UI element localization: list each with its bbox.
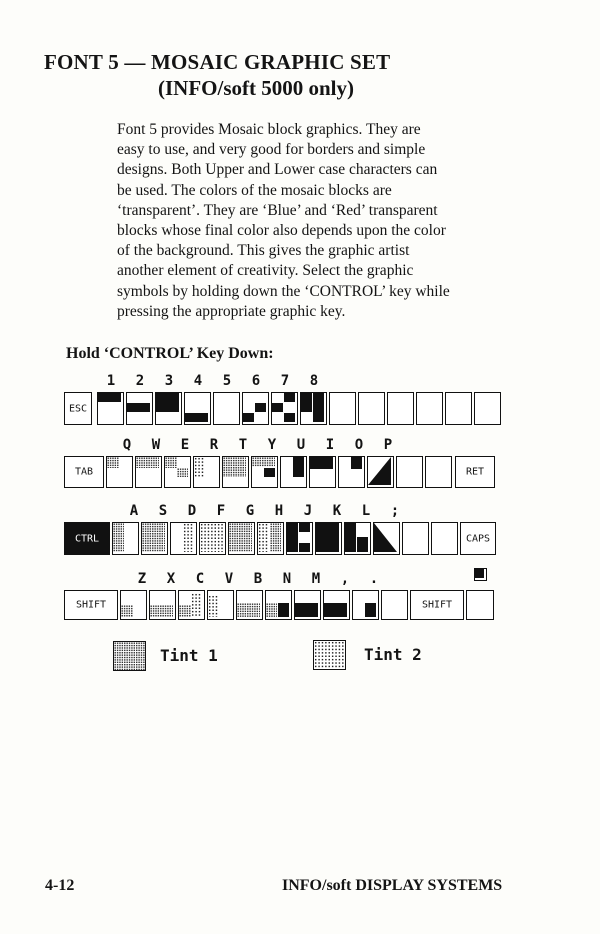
key-label-P: P: [383, 437, 393, 453]
number-key[interactable]: [213, 392, 240, 425]
key-label-X: X: [166, 571, 176, 587]
mosaic-block: [284, 413, 295, 422]
key-label-A: A: [129, 503, 139, 519]
mosaic-block: [272, 403, 283, 412]
mosaic-tint: [142, 523, 165, 552]
mosaic-tint: [237, 603, 260, 617]
mosaic-block: [287, 523, 298, 552]
mosaic-triangle: [368, 457, 391, 485]
key-label-F: F: [216, 503, 226, 519]
number-key[interactable]: [155, 392, 182, 425]
letter-key[interactable]: [207, 590, 234, 620]
mosaic-block: [243, 413, 254, 422]
mosaic-tint: [150, 605, 173, 617]
key-label-Z: Z: [137, 571, 147, 587]
key-label-E: E: [180, 437, 190, 453]
corner-symbol: [474, 568, 487, 581]
left-shift-key[interactable]: [64, 590, 118, 620]
page-subtitle: (INFO/soft 5000 only): [158, 76, 354, 100]
key-label-period: .: [369, 571, 379, 587]
mosaic-triangle: [374, 523, 397, 552]
key-label-2: 2: [135, 373, 145, 389]
key-label-J: J: [303, 503, 313, 519]
mosaic-tint: [121, 605, 133, 617]
letter-key[interactable]: [352, 590, 379, 620]
mosaic-block: [295, 603, 318, 617]
mosaic-block: [299, 523, 310, 532]
key-label-D: D: [187, 503, 197, 519]
tint1-label: Tint 1: [160, 646, 218, 665]
diagram-caption: Hold ‘CONTROL’ Key Down:: [66, 345, 274, 362]
letter-key[interactable]: [381, 590, 408, 620]
mosaic-tint: [208, 595, 219, 617]
letter-key[interactable]: [149, 590, 176, 620]
footer-publisher: INFO/soft DISPLAY SYSTEMS: [282, 877, 503, 894]
mosaic-block: [345, 523, 356, 552]
number-key[interactable]: [97, 392, 124, 425]
letter-key[interactable]: [431, 522, 458, 555]
mosaic-block: [255, 403, 266, 412]
letter-key[interactable]: [425, 456, 452, 488]
letter-key[interactable]: [170, 522, 197, 555]
mosaic-tint: [113, 523, 124, 552]
key-label-C: C: [195, 571, 205, 587]
page-title: FONT 5 — MOSAIC GRAPHIC SET: [44, 50, 391, 74]
key-label-Y: Y: [267, 437, 277, 453]
control-key[interactable]: [64, 522, 110, 555]
body-line: blocks whose final color also depends upon the color: [117, 222, 446, 240]
mosaic-tint: [252, 457, 275, 467]
body-line: easy to use, and very good for borders and simple: [117, 141, 426, 159]
number-key[interactable]: [445, 392, 472, 425]
letter-key[interactable]: [164, 456, 191, 488]
mosaic-block: [357, 537, 368, 552]
key-label-M: M: [311, 571, 321, 587]
esc-key[interactable]: [64, 392, 92, 425]
mosaic-block: [98, 393, 121, 402]
key-label-V: V: [224, 571, 234, 587]
mosaic-tint: [270, 523, 281, 552]
key-label-S: S: [158, 503, 168, 519]
mosaic-tint: [165, 457, 177, 468]
letter-key[interactable]: [286, 522, 313, 555]
mosaic-block: [310, 457, 333, 469]
mosaic-block: [293, 457, 304, 477]
key-label-U: U: [296, 437, 306, 453]
key-label-4: 4: [193, 373, 203, 389]
key-label-W: W: [151, 437, 161, 453]
body-line: designs. Both Upper and Lower case characters can: [117, 161, 438, 179]
mosaic-block: [475, 569, 484, 578]
key-label-7: 7: [280, 373, 290, 389]
return-key-label: RET: [465, 466, 485, 478]
mosaic-tint: [191, 593, 202, 617]
mosaic-tint: [136, 457, 159, 468]
letter-key[interactable]: [402, 522, 429, 555]
key-label-semicolon: ;: [390, 503, 400, 519]
mosaic-block: [301, 393, 312, 412]
letter-key[interactable]: [344, 522, 371, 555]
letter-key[interactable]: [112, 522, 139, 555]
mosaic-block: [351, 457, 362, 469]
body-line: symbols by holding down the ‘CONTROL’ key while: [117, 282, 450, 300]
mosaic-tint: [179, 605, 191, 617]
key-label-3: 3: [164, 373, 174, 389]
mosaic-tint: [194, 457, 205, 477]
mosaic-block: [278, 603, 289, 617]
body-line: ‘transparent’. They are ‘Blue’ and ‘Red’ transparent: [117, 201, 438, 219]
mosaic-block: [365, 603, 376, 617]
mosaic-block: [324, 603, 347, 617]
key-label-B: B: [253, 571, 263, 587]
mosaic-tint: [266, 603, 277, 617]
key-label-I: I: [325, 437, 335, 453]
mosaic-block: [299, 543, 310, 552]
mosaic-tint: [223, 457, 246, 477]
mosaic-tint: [107, 457, 119, 468]
letter-key[interactable]: [251, 456, 278, 488]
letter-key[interactable]: [315, 522, 342, 555]
number-key[interactable]: [184, 392, 211, 425]
right-shift-key-label: SHIFT: [421, 599, 453, 611]
body-paragraph: [117, 120, 537, 322]
tint2-label: Tint 2: [364, 645, 422, 664]
letter-key[interactable]: [257, 522, 284, 555]
letter-key[interactable]: [106, 456, 133, 488]
key-label-5: 5: [222, 373, 232, 389]
letter-key[interactable]: [373, 522, 400, 555]
mosaic-block: [127, 403, 150, 412]
number-key[interactable]: [474, 392, 501, 425]
letter-key[interactable]: [193, 456, 220, 488]
letter-key[interactable]: [265, 590, 292, 620]
letter-key[interactable]: [228, 522, 255, 555]
body-line: pressing the appropriate graphic key.: [117, 302, 346, 320]
key-label-O: O: [354, 437, 364, 453]
mosaic-block: [313, 393, 324, 422]
letter-key[interactable]: [199, 522, 226, 555]
letter-key[interactable]: [323, 590, 350, 620]
tab-key[interactable]: [64, 456, 104, 488]
caps-key[interactable]: [460, 522, 496, 555]
letter-key[interactable]: [178, 590, 205, 620]
number-key[interactable]: [126, 392, 153, 425]
tab-key-label: TAB: [74, 466, 94, 478]
number-key[interactable]: [329, 392, 356, 425]
key-label-L: L: [361, 503, 371, 519]
mosaic-gap: [316, 537, 339, 539]
body-line: be used. The colors of the mosaic blocks are: [117, 181, 392, 199]
letter-key[interactable]: [294, 590, 321, 620]
mosaic-tint: [258, 523, 269, 552]
key-label-G: G: [245, 503, 255, 519]
letter-key[interactable]: [236, 590, 263, 620]
page-number: 4-12: [45, 877, 75, 894]
body-line: Font 5 provides Mosaic block graphics. They are: [117, 121, 421, 138]
tint2-swatch: [313, 640, 346, 670]
letter-key[interactable]: [367, 456, 394, 488]
mosaic-block: [284, 393, 295, 402]
number-key[interactable]: [416, 392, 443, 425]
key-label-Q: Q: [122, 437, 132, 453]
letter-key[interactable]: [120, 590, 147, 620]
caps-key-label: CAPS: [465, 533, 491, 544]
number-key[interactable]: [242, 392, 269, 425]
letter-key[interactable]: [309, 456, 336, 488]
letter-key[interactable]: [222, 456, 249, 488]
left-shift-key-label: SHIFT: [75, 599, 107, 611]
key-label-R: R: [209, 437, 219, 453]
letter-key[interactable]: [135, 456, 162, 488]
key-label-T: T: [238, 437, 248, 453]
letter-key[interactable]: [280, 456, 307, 488]
tint1-swatch: [113, 641, 146, 671]
number-key[interactable]: [358, 392, 385, 425]
mosaic-tint: [177, 468, 188, 477]
blank-key[interactable]: [466, 590, 494, 620]
key-label-K: K: [332, 503, 342, 519]
control-key-label: CTRL: [74, 533, 100, 544]
letter-key[interactable]: [141, 522, 168, 555]
letter-key[interactable]: [396, 456, 423, 488]
mosaic-block: [264, 468, 275, 477]
key-label-8: 8: [309, 373, 319, 389]
mosaic-tint: [183, 523, 194, 552]
esc-key-label: ESC: [68, 403, 88, 414]
mosaic-block: [156, 393, 179, 412]
key-label-6: 6: [251, 373, 261, 389]
number-key[interactable]: [300, 392, 327, 425]
key-label-N: N: [282, 571, 292, 587]
mosaic-block: [185, 413, 208, 422]
return-key[interactable]: [455, 456, 495, 488]
mosaic-tint: [200, 523, 223, 552]
mosaic-tint: [229, 523, 252, 552]
body-line: another element of creativity. Select the graphic: [117, 262, 414, 280]
body-line: of the background. This gives the graphic artist: [117, 242, 410, 260]
key-label-comma: ,: [340, 571, 350, 587]
number-key[interactable]: [387, 392, 414, 425]
number-key[interactable]: [271, 392, 298, 425]
letter-key[interactable]: [338, 456, 365, 488]
right-shift-key[interactable]: [410, 590, 464, 620]
key-label-H: H: [274, 503, 284, 519]
key-label-1: 1: [106, 373, 116, 389]
